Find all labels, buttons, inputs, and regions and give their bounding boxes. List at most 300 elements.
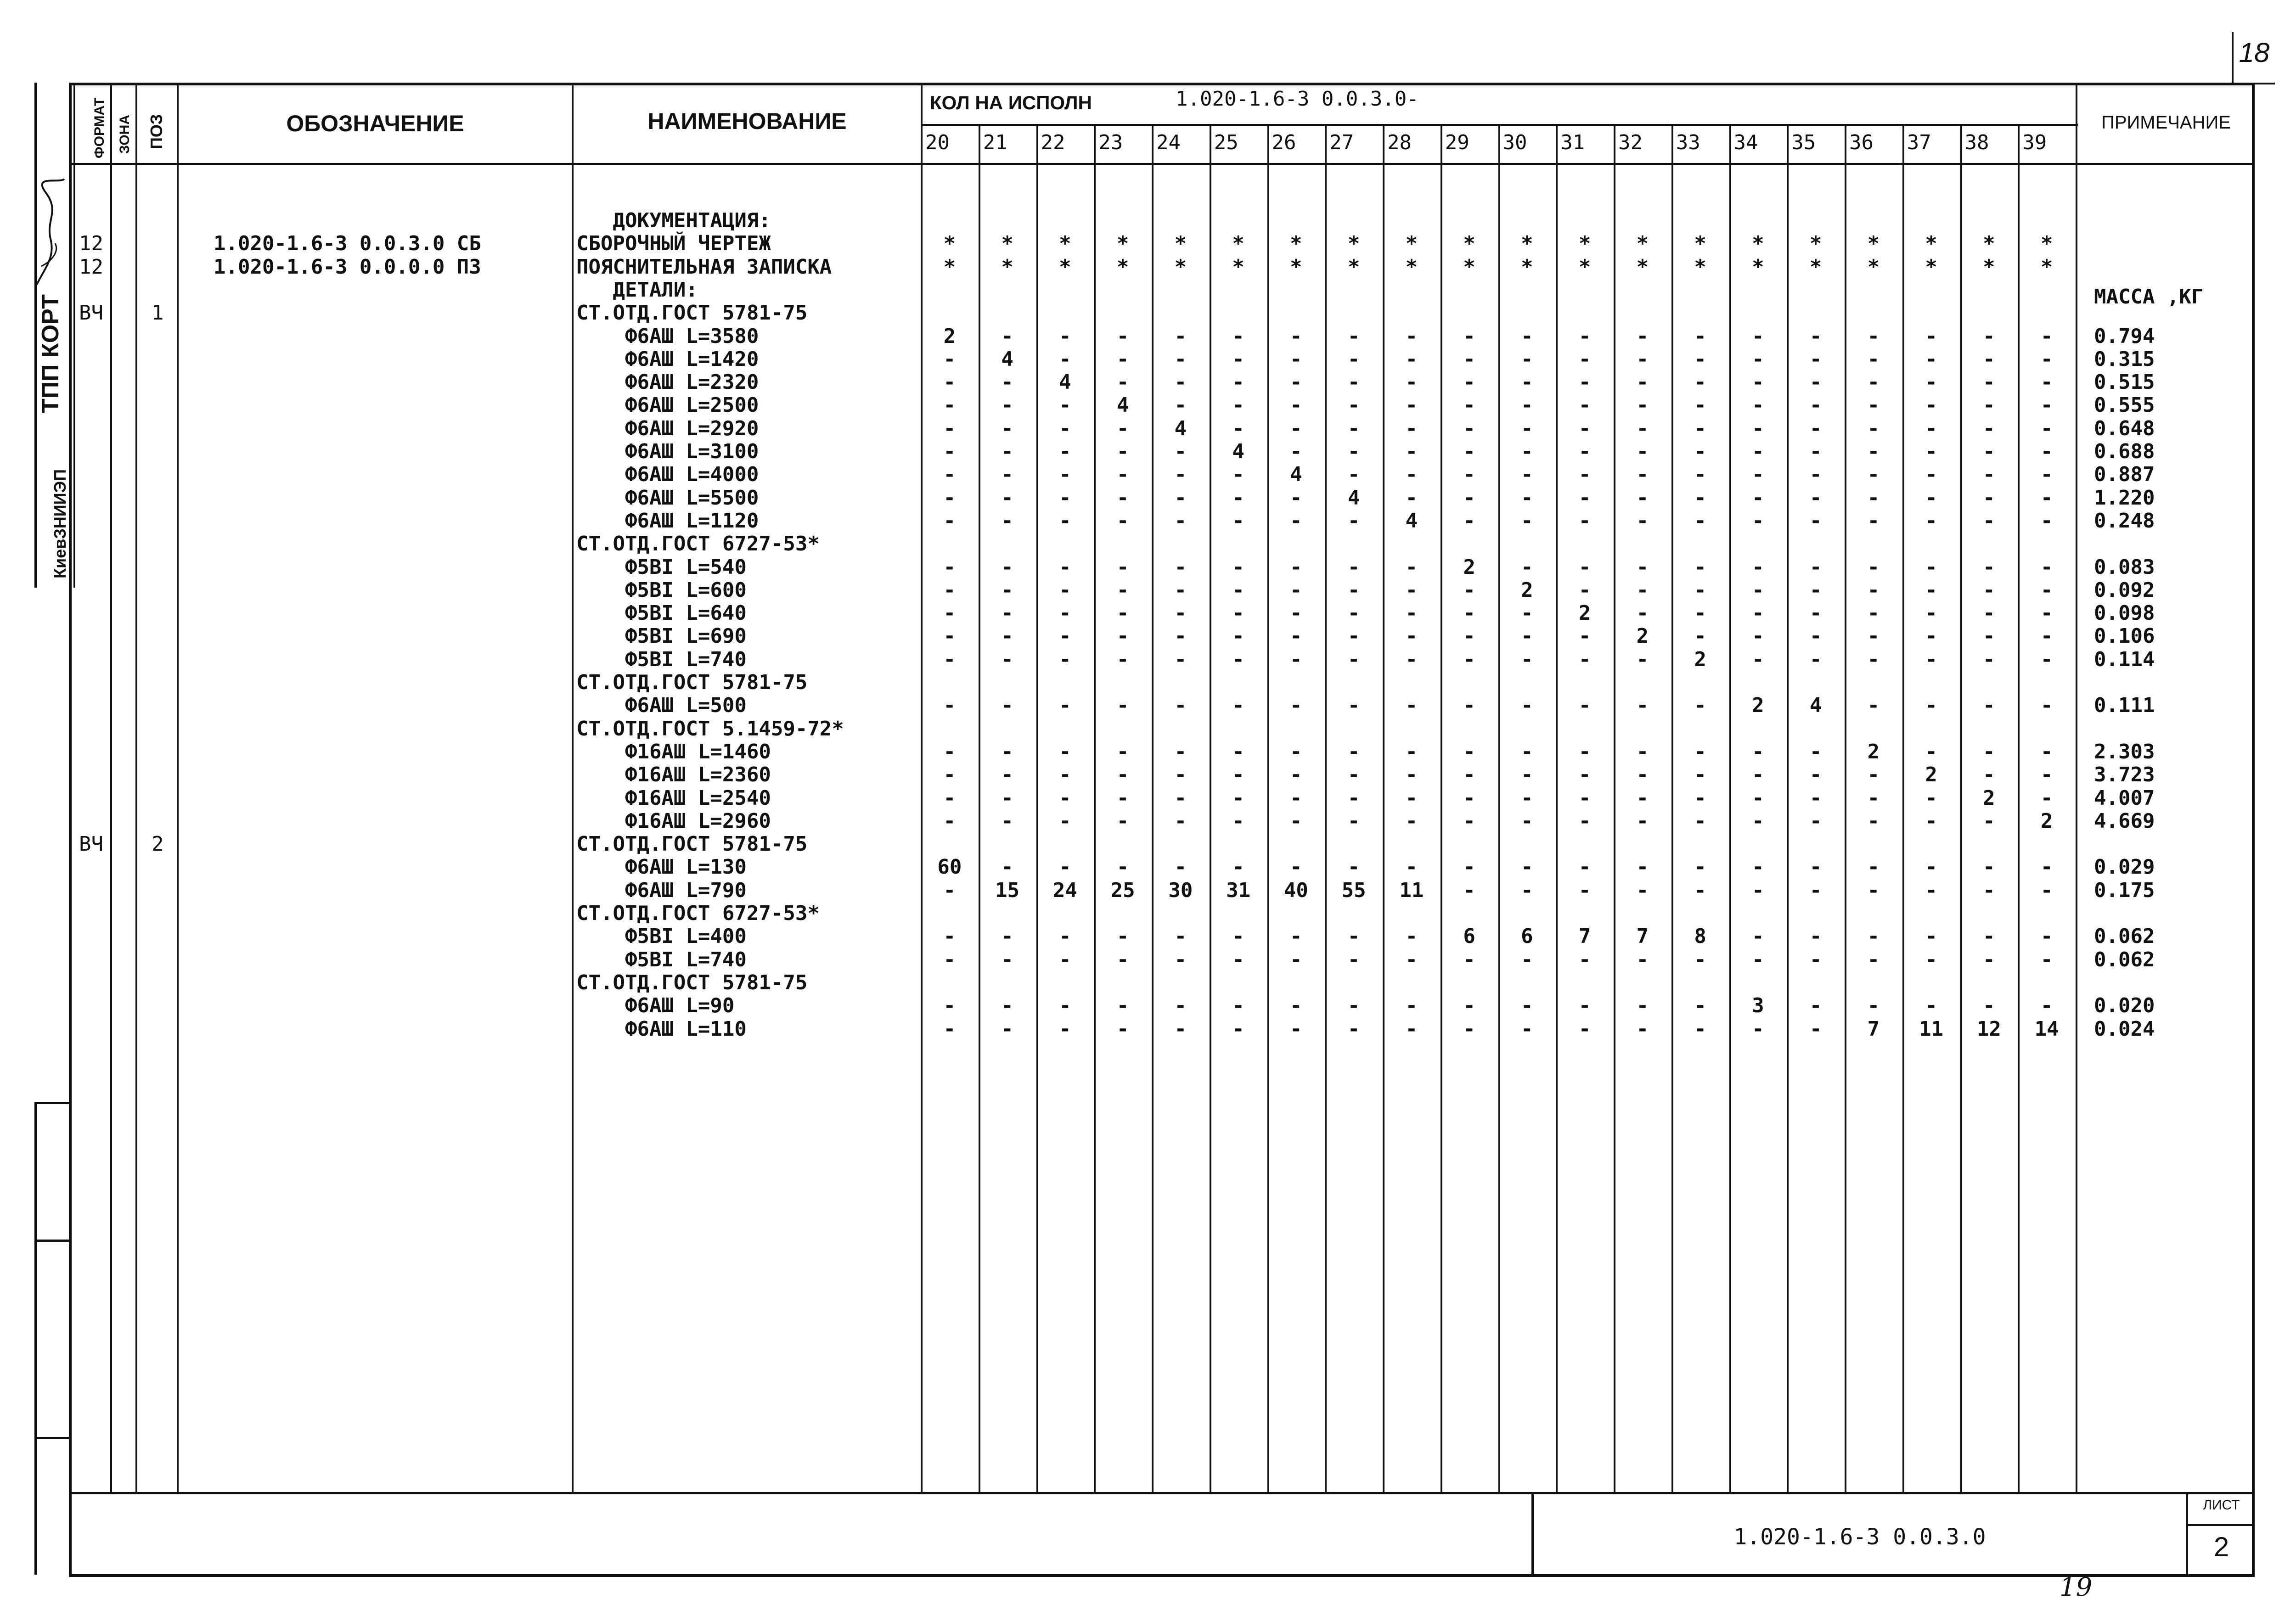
qty-cell: -: [1809, 994, 1822, 1018]
qty-cell: -: [1405, 786, 1418, 810]
header-pos: ПОЗ: [147, 114, 166, 149]
qty-cell: *: [1174, 232, 1187, 256]
qty-cell: -: [1636, 440, 1649, 463]
header-bottom-line: [69, 163, 2255, 165]
qty-cell: -: [1752, 370, 1764, 394]
qty-cell: -: [1290, 578, 1302, 602]
qty-cell: -: [1116, 601, 1129, 625]
qty-cell: -: [1405, 347, 1418, 371]
qty-cell: 55: [1341, 878, 1366, 902]
qty-cell: *: [1405, 232, 1418, 256]
variant-header-33: 33: [1676, 131, 1700, 154]
qty-cell: -: [1001, 416, 1013, 440]
qty-cell: -: [1578, 786, 1591, 810]
qty-cell: -: [1290, 416, 1302, 440]
qty-cell: 30: [1168, 878, 1193, 902]
qty-cell: *: [1290, 232, 1302, 256]
qty-cell: -: [1578, 994, 1591, 1018]
qty-cell: -: [1578, 740, 1591, 763]
qty-cell: -: [1116, 740, 1129, 763]
qty-cell: -: [1521, 809, 1533, 833]
qty-cell: -: [1578, 486, 1591, 510]
qty-cell: -: [1809, 786, 1822, 810]
qty-cell: -: [1578, 809, 1591, 833]
qty-cell: -: [1347, 624, 1360, 648]
qty-cell: -: [1983, 440, 1995, 463]
row-name: Ф6АШ L=790: [576, 878, 747, 902]
qty-cell: -: [2040, 416, 2053, 440]
qty-cell: -: [1463, 509, 1475, 533]
footer-doc-code: 1.020-1.6-3 0.0.3.0: [1733, 1524, 1986, 1550]
qty-cell: -: [1521, 994, 1533, 1018]
qty-cell: 2: [1752, 694, 1764, 718]
qty-cell: -: [1578, 647, 1591, 671]
qty-cell: *: [1059, 232, 1071, 256]
row-name: Ф6АШ L=110: [576, 1017, 747, 1041]
qty-cell: -: [1347, 509, 1360, 533]
qty-cell: -: [1578, 948, 1591, 971]
qty-cell: -: [1809, 486, 1822, 510]
qty-cell: -: [1752, 809, 1764, 833]
qty-cell: -: [1983, 555, 1995, 579]
row-name: Ф5BI L=640: [576, 601, 747, 625]
qty-cell: -: [1463, 370, 1475, 394]
row-note: 0.688: [2094, 440, 2155, 463]
qty-cell: -: [1001, 555, 1013, 579]
qty-cell: -: [1059, 994, 1071, 1018]
qty-cell: -: [2040, 878, 2053, 902]
qty-cell: -: [1290, 555, 1302, 579]
qty-cell: -: [1405, 393, 1418, 417]
qty-cell: -: [1925, 855, 1937, 879]
qty-cell: -: [1347, 925, 1360, 948]
qty-cell: -: [1925, 393, 1937, 417]
qty-cell: -: [2040, 994, 2053, 1018]
qty-cell: -: [1174, 509, 1187, 533]
qty-cell: *: [1983, 255, 1995, 279]
qty-cell: -: [1521, 624, 1533, 648]
qty-cell: -: [1694, 601, 1706, 625]
row-note: 0.111: [2094, 694, 2155, 718]
row-format: ВЧ: [79, 301, 103, 325]
qty-cell: 4: [1232, 440, 1244, 463]
qty-cell: -: [1347, 347, 1360, 371]
qty-cell: -: [1752, 509, 1764, 533]
qty-cell: 2: [1694, 647, 1706, 671]
row-name: Ф6АШ L=90: [576, 994, 735, 1018]
qty-cell: -: [1578, 694, 1591, 718]
qty-cell: -: [1867, 763, 1880, 787]
row-name: Ф6АШ L=130: [576, 855, 747, 879]
qty-cell: -: [1809, 925, 1822, 948]
qty-cell: -: [1116, 855, 1129, 879]
qty-cell: -: [1752, 925, 1764, 948]
qty-cell: -: [1174, 925, 1187, 948]
qty-cell: -: [943, 578, 956, 602]
qty-cell: 2: [1463, 555, 1475, 579]
qty-cell: -: [1232, 601, 1244, 625]
qty-cell: -: [1232, 948, 1244, 971]
row-name: СТ.ОТД.ГОСТ 5781-75: [576, 301, 808, 325]
qty-cell: -: [2040, 740, 2053, 763]
variant-header-31: 31: [1560, 131, 1585, 154]
qty-cell: -: [1809, 809, 1822, 833]
row-pos: 2: [152, 832, 164, 856]
vline-pos: [177, 83, 179, 1492]
qty-cell: -: [1578, 878, 1591, 902]
qty-cell: -: [1290, 324, 1302, 348]
qty-cell: -: [1983, 994, 1995, 1018]
qty-cell: -: [1809, 1017, 1822, 1041]
qty-cell: -: [1752, 948, 1764, 971]
row-note: 4.669: [2094, 809, 2155, 833]
vline-designation: [572, 83, 574, 1492]
qty-cell: -: [1405, 416, 1418, 440]
qty-cell: 2: [1867, 740, 1880, 763]
qty-cell: -: [1232, 416, 1244, 440]
qty-cell: 60: [937, 855, 962, 879]
qty-cell: *: [1867, 255, 1880, 279]
qty-cell: -: [1867, 347, 1880, 371]
qty-cell: -: [1347, 601, 1360, 625]
variant-header-38: 38: [1964, 131, 1989, 154]
footer-sheet-label: ЛИСТ: [2203, 1498, 2240, 1513]
qty-cell: -: [1463, 694, 1475, 718]
qty-cell: -: [1059, 948, 1071, 971]
qty-cell: 40: [1283, 878, 1308, 902]
qty-cell: -: [1174, 440, 1187, 463]
qty-cell: -: [1059, 647, 1071, 671]
qty-cell: -: [1059, 855, 1071, 879]
qty-cell: -: [2040, 925, 2053, 948]
qty-cell: -: [1347, 647, 1360, 671]
qty-cell: -: [1463, 324, 1475, 348]
qty-cell: 4: [1405, 509, 1418, 533]
qty-cell: -: [1116, 809, 1129, 833]
qty-cell: -: [1867, 925, 1880, 948]
header-format: ФОРМАТ: [92, 97, 107, 158]
side-strip-divider-3: [34, 1437, 71, 1439]
qty-cell: -: [1521, 463, 1533, 487]
side-strip-divider-1: [34, 1102, 71, 1104]
qty-cell: -: [1174, 463, 1187, 487]
qty-cell: -: [2040, 855, 2053, 879]
qty-cell: -: [1001, 740, 1013, 763]
qty-cell: -: [1809, 578, 1822, 602]
qty-cell: -: [1290, 647, 1302, 671]
qty-cell: -: [1174, 786, 1187, 810]
qty-cell: -: [1983, 393, 1995, 417]
qty-cell: -: [1174, 324, 1187, 348]
variant-header-35: 35: [1791, 131, 1816, 154]
vline-zone: [135, 83, 137, 1492]
qty-cell: -: [1174, 809, 1187, 833]
qty-cell: -: [1636, 601, 1649, 625]
qty-cell: -: [2040, 347, 2053, 371]
qty-cell: -: [1983, 948, 1995, 971]
sheet-top-number: 18: [2239, 37, 2270, 68]
qty-cell: 4: [1809, 694, 1822, 718]
qty-cell: -: [2040, 324, 2053, 348]
qty-cell: -: [1752, 393, 1764, 417]
row-name: Ф6АШ L=500: [576, 694, 747, 718]
footer-sheet-label-line: [2186, 1524, 2255, 1526]
qty-cell: -: [1983, 347, 1995, 371]
qty-cell: -: [1174, 1017, 1187, 1041]
qty-cell: -: [1463, 347, 1475, 371]
qty-cell: -: [1001, 509, 1013, 533]
row-name: Ф16АШ L=2960: [576, 809, 771, 833]
qty-cell: -: [1752, 740, 1764, 763]
qty-cell: -: [1694, 855, 1706, 879]
qty-cell: -: [1752, 463, 1764, 487]
qty-cell: -: [1347, 855, 1360, 879]
qty-cell: 25: [1110, 878, 1135, 902]
qty-cell: -: [1578, 555, 1591, 579]
qty-cell: -: [1001, 763, 1013, 787]
qty-cell: -: [1578, 416, 1591, 440]
qty-cell: -: [1059, 624, 1071, 648]
qty-cell: -: [1059, 601, 1071, 625]
qty-cell: -: [1059, 440, 1071, 463]
qty-cell: -: [1983, 370, 1995, 394]
qty-cell: -: [1867, 324, 1880, 348]
qty-cell: -: [1983, 878, 1995, 902]
qty-cell: *: [1809, 232, 1822, 256]
qty-cell: -: [1636, 878, 1649, 902]
qty-cell: -: [1636, 416, 1649, 440]
qty-cell: -: [1809, 855, 1822, 879]
qty-cell: -: [1983, 740, 1995, 763]
qty-cell: -: [1578, 578, 1591, 602]
qty-cell: *: [1694, 255, 1706, 279]
qty-cell: -: [1809, 370, 1822, 394]
qty-cell: -: [1694, 694, 1706, 718]
qty-cell: -: [1405, 740, 1418, 763]
qty-cell: -: [1405, 555, 1418, 579]
qty-cell: -: [1925, 416, 1937, 440]
row-name: Ф5BI L=690: [576, 624, 747, 648]
row-note: 0.794: [2094, 324, 2155, 348]
qty-cell: -: [1752, 786, 1764, 810]
qty-cell: -: [1925, 994, 1937, 1018]
qty-cell: -: [1059, 694, 1071, 718]
qty-cell: -: [1521, 509, 1533, 533]
qty-cell: 4: [1290, 463, 1302, 487]
qty-cell: -: [1059, 1017, 1071, 1041]
qty-cell: -: [1290, 786, 1302, 810]
qty-cell: -: [1752, 555, 1764, 579]
qty-cell: -: [1578, 370, 1591, 394]
sheet-bottom-handwritten: 19: [2060, 1572, 2093, 1602]
qty-cell: -: [1232, 578, 1244, 602]
qty-cell: -: [1405, 763, 1418, 787]
qty-cell: *: [1059, 255, 1071, 279]
qty-cell: *: [1290, 255, 1302, 279]
qty-cell: -: [943, 463, 956, 487]
variant-header-24: 24: [1156, 131, 1181, 154]
qty-cell: -: [1290, 763, 1302, 787]
qty-cell: -: [1809, 347, 1822, 371]
qty-cell: -: [1059, 809, 1071, 833]
row-name: СТ.ОТД.ГОСТ 5781-75: [576, 671, 808, 694]
qty-cell: -: [2040, 440, 2053, 463]
qty-cell: -: [1694, 624, 1706, 648]
side-lower-strip: [34, 1102, 37, 1575]
qty-cell: -: [1347, 694, 1360, 718]
variant-header-39: 39: [2022, 131, 2047, 154]
qty-cell: -: [1116, 647, 1129, 671]
qty-cell: 2: [1925, 763, 1937, 787]
row-name: Ф5BI L=740: [576, 647, 747, 671]
qty-cell: -: [1232, 486, 1244, 510]
qty-cell: 24: [1052, 878, 1077, 902]
qty-cell: -: [1636, 486, 1649, 510]
qty-cell: -: [1636, 509, 1649, 533]
qty-cell: -: [1694, 509, 1706, 533]
qty-cell: -: [2040, 486, 2053, 510]
qty-cell: -: [1290, 509, 1302, 533]
qty-cell: -: [1694, 878, 1706, 902]
qty-cell: -: [1636, 694, 1649, 718]
qty-cell: 31: [1226, 878, 1251, 902]
qty-cell: -: [1463, 809, 1475, 833]
qty-cell: -: [2040, 763, 2053, 787]
qty-cell: *: [1116, 255, 1129, 279]
qty-cell: -: [1636, 763, 1649, 787]
footer-sheet-number: 2: [2213, 1531, 2229, 1562]
qty-cell: -: [1752, 647, 1764, 671]
qty-cell: -: [1059, 786, 1071, 810]
row-note: 0.555: [2094, 393, 2155, 417]
qty-cell: -: [943, 647, 956, 671]
qty-cell: -: [1405, 370, 1418, 394]
qty-cell: -: [943, 624, 956, 648]
qty-cell: -: [1925, 925, 1937, 948]
qty-cell: -: [943, 370, 956, 394]
row-name: Ф6АШ L=3580: [576, 324, 759, 348]
qty-cell: *: [1001, 255, 1013, 279]
variant-header-36: 36: [1849, 131, 1874, 154]
qty-cell: -: [1925, 624, 1937, 648]
qty-cell: -: [1521, 486, 1533, 510]
qty-cell: -: [1925, 555, 1937, 579]
qty-cell: -: [1347, 463, 1360, 487]
qty-cell: -: [1925, 948, 1937, 971]
qty-cell: -: [1232, 740, 1244, 763]
qty-cell: -: [1983, 925, 1995, 948]
row-pos: 1: [152, 301, 164, 325]
qty-cell: -: [943, 347, 956, 371]
qty-cell: -: [1463, 601, 1475, 625]
qty-cell: -: [1232, 994, 1244, 1018]
qty-cell: -: [943, 694, 956, 718]
qty-cell: -: [2040, 578, 2053, 602]
qty-cell: -: [1001, 948, 1013, 971]
qty-cell: -: [1867, 370, 1880, 394]
row-name: ПОЯСНИТЕЛЬНАЯ ЗАПИСКА: [576, 255, 832, 279]
qty-cell: -: [1232, 1017, 1244, 1041]
qty-cell: -: [1809, 624, 1822, 648]
qty-cell: -: [1983, 601, 1995, 625]
qty-cell: -: [1290, 601, 1302, 625]
qty-cell: -: [1405, 809, 1418, 833]
qty-cell: *: [1752, 255, 1764, 279]
variant-header-28: 28: [1387, 131, 1412, 154]
qty-cell: 2: [943, 324, 956, 348]
qty-cell: -: [1174, 994, 1187, 1018]
qty-cell: -: [1463, 763, 1475, 787]
qty-cell: -: [1983, 463, 1995, 487]
qty-cell: -: [1694, 555, 1706, 579]
variant-header-22: 22: [1041, 131, 1065, 154]
qty-cell: -: [1059, 509, 1071, 533]
qty-cell: -: [1636, 855, 1649, 879]
row-name: Ф6АШ L=2500: [576, 393, 759, 417]
qty-cell: -: [1925, 740, 1937, 763]
qty-cell: -: [943, 925, 956, 948]
qty-cell: -: [1809, 440, 1822, 463]
row-note: 0.515: [2094, 370, 2155, 394]
qty-cell: -: [1752, 855, 1764, 879]
variant-header-30: 30: [1503, 131, 1527, 154]
qty-cell: *: [1347, 232, 1360, 256]
qty-cell: 14: [2034, 1017, 2059, 1041]
qty-cell: -: [1463, 578, 1475, 602]
qty-cell: 12: [1976, 1017, 2001, 1041]
qty-cell: -: [943, 1017, 956, 1041]
qty-cell: -: [943, 878, 956, 902]
qty-cell: -: [1809, 463, 1822, 487]
qty-cell: *: [1232, 255, 1244, 279]
qty-cell: 11: [1919, 1017, 1944, 1041]
qty-cell: -: [1290, 809, 1302, 833]
qty-cell: -: [1809, 948, 1822, 971]
qty-cell: -: [1232, 694, 1244, 718]
stamp-line2: КиевЗНИИЭП: [51, 469, 69, 578]
qty-cell: -: [1232, 393, 1244, 417]
qty-cell: -: [1694, 809, 1706, 833]
variant-header-27: 27: [1329, 131, 1354, 154]
qty-cell: -: [1405, 440, 1418, 463]
qty-cell: -: [1925, 486, 1937, 510]
qty-cell: -: [1405, 925, 1418, 948]
row-note: 4.007: [2094, 786, 2155, 810]
qty-cell: -: [1001, 1017, 1013, 1041]
row-note: 0.648: [2094, 416, 2155, 440]
qty-cell: -: [1405, 1017, 1418, 1041]
row-name: Ф16АШ L=2540: [576, 786, 771, 810]
qty-cell: -: [1983, 416, 1995, 440]
variant-header-20: 20: [925, 131, 950, 154]
qty-cell: -: [1405, 948, 1418, 971]
qty-cell: -: [1521, 694, 1533, 718]
qty-cell: -: [1694, 740, 1706, 763]
qty-cell: -: [1290, 948, 1302, 971]
qty-cell: -: [1809, 555, 1822, 579]
qty-cell: -: [1059, 763, 1071, 787]
qty-cell: -: [1232, 786, 1244, 810]
qty-cell: -: [1867, 601, 1880, 625]
row-name: СТ.ОТД.ГОСТ 6727-53*: [576, 532, 820, 556]
qty-cell: -: [1521, 370, 1533, 394]
qty-cell: -: [943, 416, 956, 440]
qty-cell: 8: [1694, 925, 1706, 948]
qty-cell: -: [1174, 601, 1187, 625]
qty-cell: -: [1116, 948, 1129, 971]
qty-cell: 7: [1578, 925, 1591, 948]
vline-format: [110, 83, 112, 1492]
